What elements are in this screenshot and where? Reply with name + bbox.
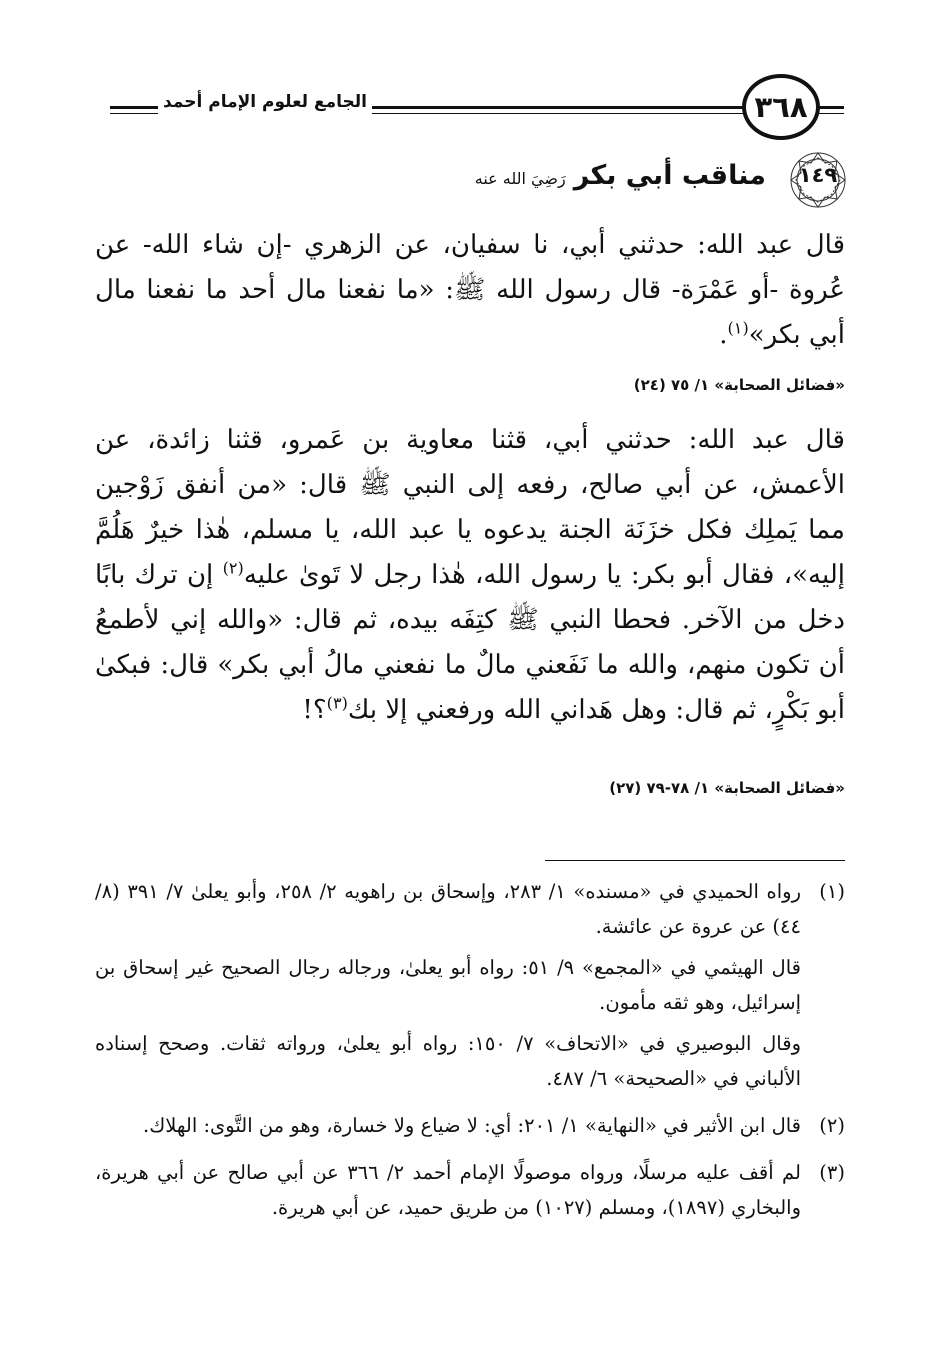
header-rule-left-inner	[110, 113, 158, 114]
footnote-text: قال الهيثمي في «المجمع» ٩/ ٥١: رواه أبو يعلىٰ، ورجاله رجال الصحيح غير إسحاق بن إسرائيل، وهو ثقه مأمون.	[95, 956, 801, 1014]
footnote-text: قال ابن الأثير في «النهاية» ١/ ٢٠١: أي: لا ضياع ولا خسارة، وهو من التَّوى: الهلاك.	[143, 1114, 801, 1137]
paragraph-2-text-a: قال عبد الله: حدثني أبي، قثنا معاوية بن عَمرو، قثنا زائدة، عن الأعمش، عن أبي صالح، رفعه إلى النبي ﷺ قال: «من أنفق زَوْجين مما يَملِك فكل خزَنَة الجنة يدعوه يا عبد الله، يا مسلم، هٰذا خيرٌ هَلُمَّ إليه»، فقال أبو بكر: يا رسول الله، هٰذا رجل لا تَوىٰ عليه	[95, 425, 845, 590]
footnote-text: لم أقف عليه مرسلًا، ورواه موصولًا الإمام أحمد ٢/ ٣٦٦ عن أبي صالح عن أبي هريرة، والبخاري (١٨٩٧)، ومسلم (١٠٢٧) من طريق حميد، عن أبي هريرة.	[95, 1161, 801, 1219]
paragraph-1-tail: .	[719, 320, 728, 350]
footnote-text: وقال البوصيري في «الاتحاف» ٧/ ١٥٠: رواه أبو يعلىٰ، ورواته ثقات. وصحح إسناده الألباني في «الصحيحة» ٦/ ٤٨٧.	[95, 1032, 801, 1090]
section-number: ١٤٩	[798, 163, 838, 187]
paragraph-1-text: قال عبد الله: حدثني أبي، نا سفيان، عن الزهري -إن شاء الله- عن عُروة -أو عَمْرَة- قال رسول الله ﷺ: «ما نفعنا مال أحد ما نفعنا مال أبي بكر»	[95, 230, 845, 350]
footnote-2	[95, 1108, 845, 1149]
paragraph-2-text-b: إن ترك بابًا دخل من الآخر. فحطا النبي ﷺ كتِفَه بيده، ثم قال: «والله إني لأطمعُ أن تكون منهم، والله ما نَفَعني مالٌ ما نفعني مالُ أبي بكر» قال: فبكىٰ أبو بَكْرٍ، ثم قال: وهل هَداني الله ورفعني إلا بك	[95, 560, 845, 725]
footnote-text: رواه الحميدي في «مسنده» ١/ ٢٨٣، وإسحاق بن راهويه ٢/ ٢٥٨، وأبو يعلىٰ ٧/ ٣٩١ (٨/ ٤٤) عن عروة عن عائشة.	[95, 880, 802, 938]
footnote-body	[95, 1155, 801, 1231]
hadith-paragraph-2	[95, 418, 845, 733]
footnote-1	[95, 874, 845, 1102]
footnote-body	[95, 1108, 801, 1149]
running-header-title: الجامع لعلوم الإمام أحمد	[160, 92, 370, 112]
source-citation-1: «فضائل الصحابة» ١/ ٧٥ (٢٤)	[633, 376, 845, 394]
paragraph-2-tail: ؟!	[302, 695, 327, 725]
header-rule-right-inner	[818, 113, 844, 114]
footnote-ref-3[interactable]: (٣)	[326, 693, 348, 713]
footnote-number: (١)	[819, 880, 845, 903]
footnote-body	[95, 874, 801, 1102]
footnote-number: (٣)	[819, 1161, 845, 1184]
section-honorific: رَضِيَ الله عنه	[474, 169, 566, 188]
hadith-paragraph-1	[95, 223, 845, 358]
footnote-separator	[545, 860, 845, 861]
footnote-3	[95, 1155, 845, 1231]
header-rule-middle-outer	[372, 106, 744, 109]
header-rule-right-outer	[818, 106, 844, 109]
header-rule-left-outer	[110, 106, 158, 109]
footnote-ref-2[interactable]: (٢)	[222, 558, 244, 578]
footnote-number: (٢)	[819, 1114, 845, 1137]
page-number: ٣٦٨	[742, 74, 820, 140]
header-rule-middle-inner	[372, 113, 744, 114]
section-title-line	[475, 160, 766, 191]
section-title: مناقب أبي بكر	[573, 160, 766, 191]
footnotes	[95, 874, 845, 1237]
footnote-ref-1[interactable]: (١)	[727, 318, 749, 338]
source-citation-2: «فضائل الصحابة» ١/ ٧٨-٧٩ (٢٧)	[609, 779, 845, 797]
